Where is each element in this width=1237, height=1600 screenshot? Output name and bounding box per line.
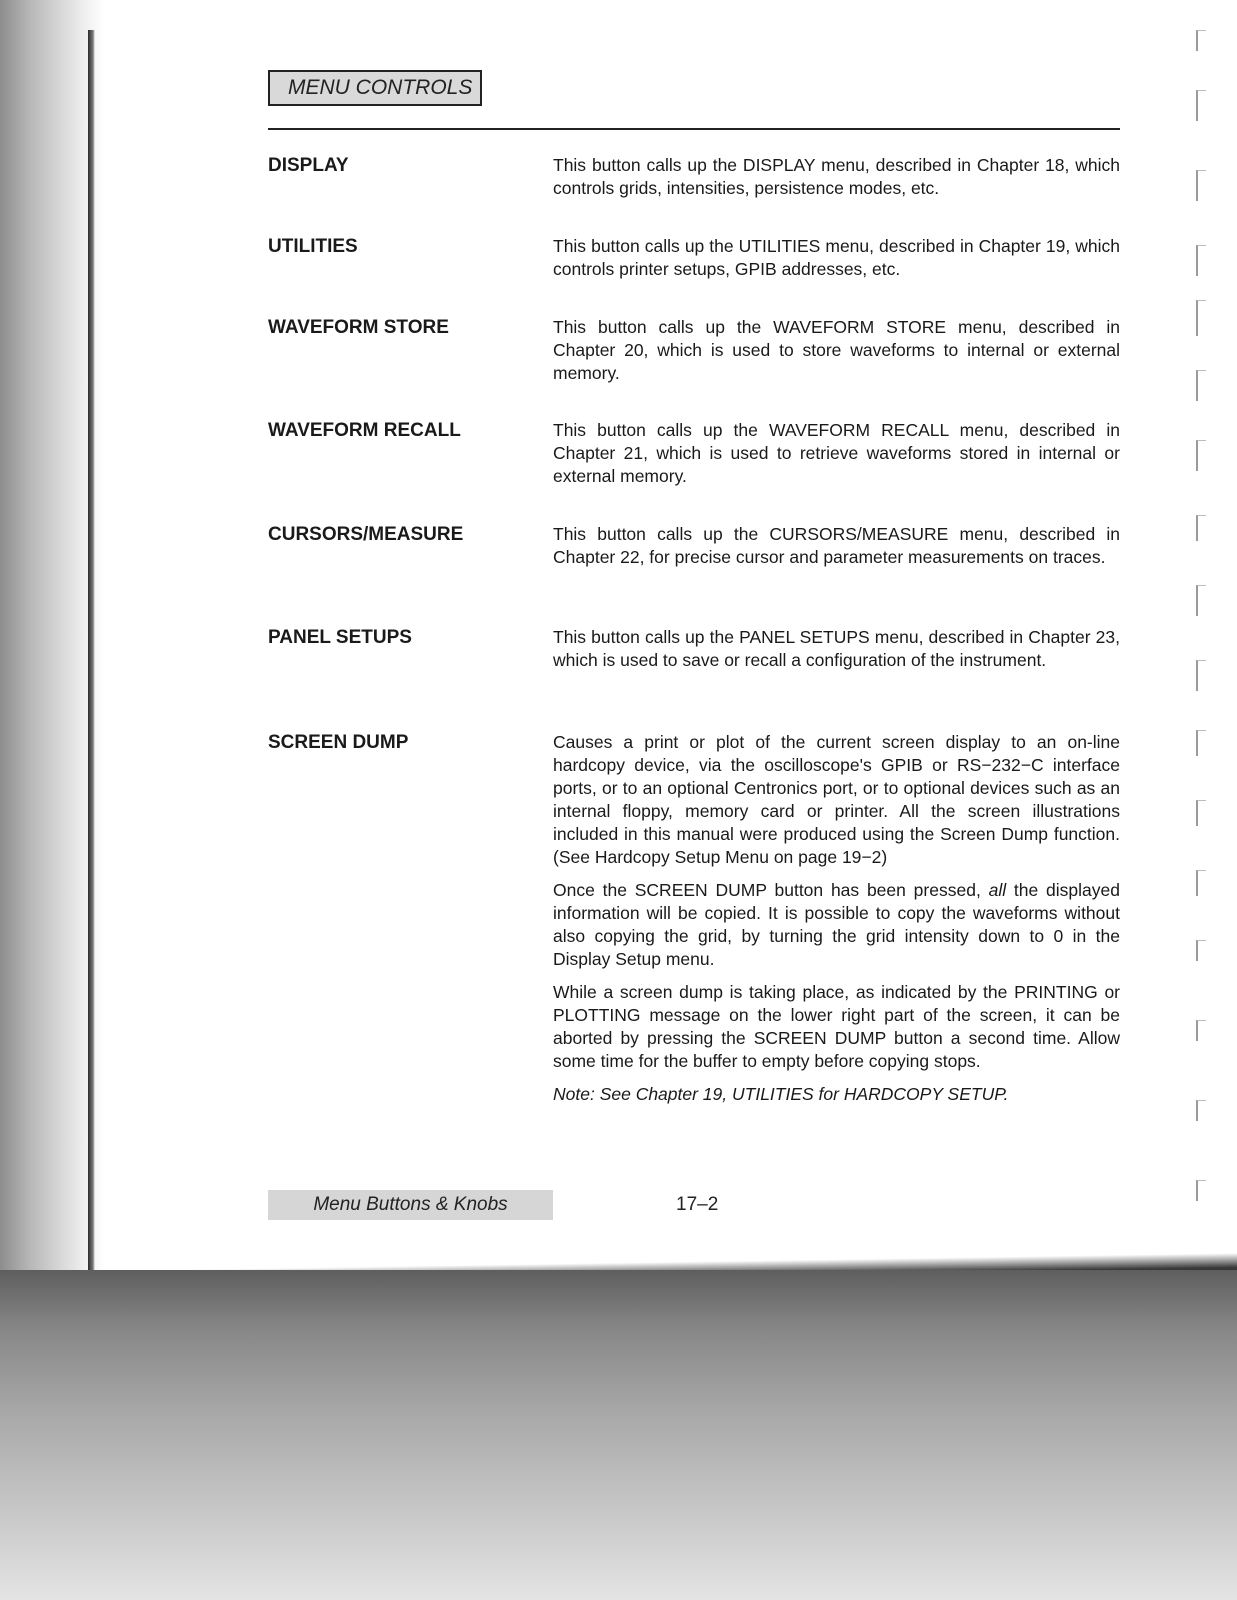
text-run: the displayed information will be copied. It is possible to copy the waveforms without also copying the grid, by turning the grid intensity down to 0 in the Display Setup menu. bbox=[553, 880, 1120, 969]
entry-description bbox=[553, 235, 1120, 291]
entry-paragraph: This button calls up the UTILITIES menu, described in Chapter 19, which controls printer setups, GPIB addresses, etc. bbox=[553, 236, 1120, 279]
entry-term: CURSORS/MEASURE bbox=[268, 524, 464, 545]
entry-description bbox=[553, 626, 1120, 682]
scan-edge-marks bbox=[1192, 20, 1212, 1260]
entry-term: PANEL SETUPS bbox=[268, 627, 412, 648]
entry-description bbox=[553, 316, 1120, 395]
entry-term: WAVEFORM RECALL bbox=[268, 420, 461, 441]
entry-description bbox=[553, 731, 1120, 1116]
entry-term: DISPLAY bbox=[268, 155, 349, 176]
entry-description bbox=[553, 523, 1120, 579]
entry-paragraph bbox=[553, 879, 1120, 971]
entry-description bbox=[553, 154, 1120, 210]
text-run: Once the SCREEN DUMP button has been pressed, bbox=[553, 880, 989, 900]
entry-note: Note: See Chapter 19, UTILITIES for HARDCOPY SETUP. bbox=[553, 1084, 1009, 1104]
header-rule bbox=[268, 128, 1120, 130]
entry-description bbox=[553, 419, 1120, 498]
emphasis-text: all bbox=[988, 880, 1007, 900]
entry-paragraph: This button calls up the WAVEFORM STORE menu, described in Chapter 20, which is used to store waveforms to internal or external memory. bbox=[553, 317, 1120, 383]
entry-paragraph: This button calls up the WAVEFORM RECALL menu, described in Chapter 21, which is used to retrieve waveforms stored in internal or external memory. bbox=[553, 420, 1120, 486]
scan-binding-edge bbox=[88, 30, 95, 1280]
section-title: MENU CONTROLS bbox=[268, 70, 482, 106]
page-number: 17–2 bbox=[676, 1194, 719, 1215]
entry-term: SCREEN DUMP bbox=[268, 732, 409, 753]
footer-chapter-title: Menu Buttons & Knobs bbox=[268, 1190, 553, 1220]
entry-paragraph: This button calls up the PANEL SETUPS menu, described in Chapter 23, which is used to save or recall a configuration of the instrument. bbox=[553, 627, 1120, 670]
scan-bottom-shadow bbox=[0, 1270, 1237, 1600]
entry-paragraph: This button calls up the CURSORS/MEASURE menu, described in Chapter 22, for precise cursor and parameter measurements on traces. bbox=[553, 524, 1120, 567]
entry-paragraph: While a screen dump is taking place, as indicated by the PRINTING or PLOTTING message on the lower right part of the screen, it can be aborted by pressing the SCREEN DUMP button a second time. Allow some time for the buffer to empty before copying stops. bbox=[553, 982, 1120, 1071]
entry-paragraph: This button calls up the DISPLAY menu, described in Chapter 18, which controls grids, intensities, persistence modes, etc. bbox=[553, 155, 1120, 198]
entry-term: WAVEFORM STORE bbox=[268, 317, 449, 338]
entry-paragraph: Causes a print or plot of the current screen display to an on-line hardcopy device, via the oscilloscope's GPIB or RS−232−C interface ports, or to an optional Centronics port, or to optional devices such as an internal floppy, memory card or printer. All the screen illustrations included in this manual were produced using the Screen Dump function. (See Hardcopy Setup Menu on page 19−2) bbox=[553, 732, 1120, 867]
entry-term: UTILITIES bbox=[268, 236, 358, 257]
